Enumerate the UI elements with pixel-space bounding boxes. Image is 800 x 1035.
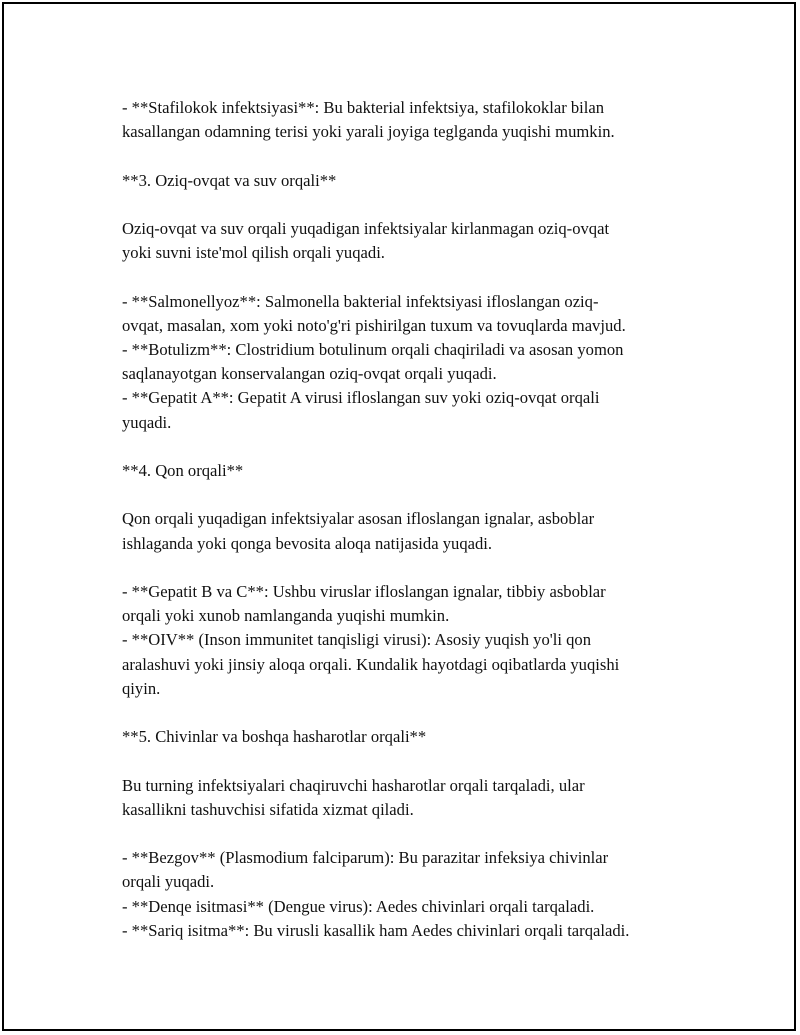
heading-food-and-water: **3. Oziq-ovqat va suv orqali** — [122, 170, 337, 190]
paragraph-staph-infection: - **Stafilokok infektsiyasi**: Bu bakterial infektsiya, stafilokoklar bilan kasallangan odamning terisi yoki yarali joyiga teglganda yuqishi mumkin. — [122, 98, 615, 142]
list-insect-infections: - **Bezgov** (Plasmodium falciparum): Bu parazitar infeksiya chivinlar orqali yuqadi. - **Denqe isitmasi** (Dengue virus): Aedes chivinlari orqali tarqaladi. - **Sariq isitma**: Bu virusli kasallik ham Aedes chivinlari orqali tarqaladi. — [122, 848, 630, 940]
document-body — [122, 96, 712, 967]
list-blood-infections: - **Gepatit B va C**: Ushbu viruslar ifloslangan ignalar, tibbiy asboblar orqali yoki xunob namlanganda yuqishi mumkin. - **OIV** (Inson immunitet tanqisligi virusi): Asosiy yuqish yo'li qon aralashuvi yoki jinsiy aloqa orqali. Kundalik hayotdagi oqibatlarda yuqishi qiyin. — [122, 581, 620, 698]
heading-blood: **4. Qon orqali** — [122, 460, 244, 480]
paragraph-insects-intro: Bu turning infektsiyalari chaqiruvchi hasharotlar orqali tarqaladi, ular kasallikni tashuvchisi sifatida xizmat qiladi. — [122, 775, 585, 819]
heading-insects: **5. Chivinlar va boshqa hasharotlar orqali** — [122, 727, 427, 747]
list-food-water-infections: - **Salmonellyoz**: Salmonella bakterial infektsiyasi ifloslangan oziq- ovqat, masalan, xom yoki noto'g'ri pishirilgan tuxum va tovuqlarda mavjud. - **Botulizm**: Clostridium botulinum orqali chaqiriladi va asosan yomon saqlanayotgan konservalangan oziq-ovqat orqali yuqadi. - **Gepatit A**: Gepatit A virusi ifloslangan suv yoki oziq-ovqat orqali yuqadi. — [122, 291, 626, 432]
page-frame — [2, 2, 796, 1031]
paragraph-food-water-intro: Oziq-ovqat va suv orqali yuqadigan infektsiyalar kirlanmagan oziq-ovqat yoki suvni iste'mol qilish orqali yuqadi. — [122, 218, 610, 263]
paragraph-blood-intro: Qon orqali yuqadigan infektsiyalar asosan ifloslangan ignalar, asboblar ishlaganda yoki qonga bevosita aloqa natijasida yuqadi. — [122, 509, 595, 553]
